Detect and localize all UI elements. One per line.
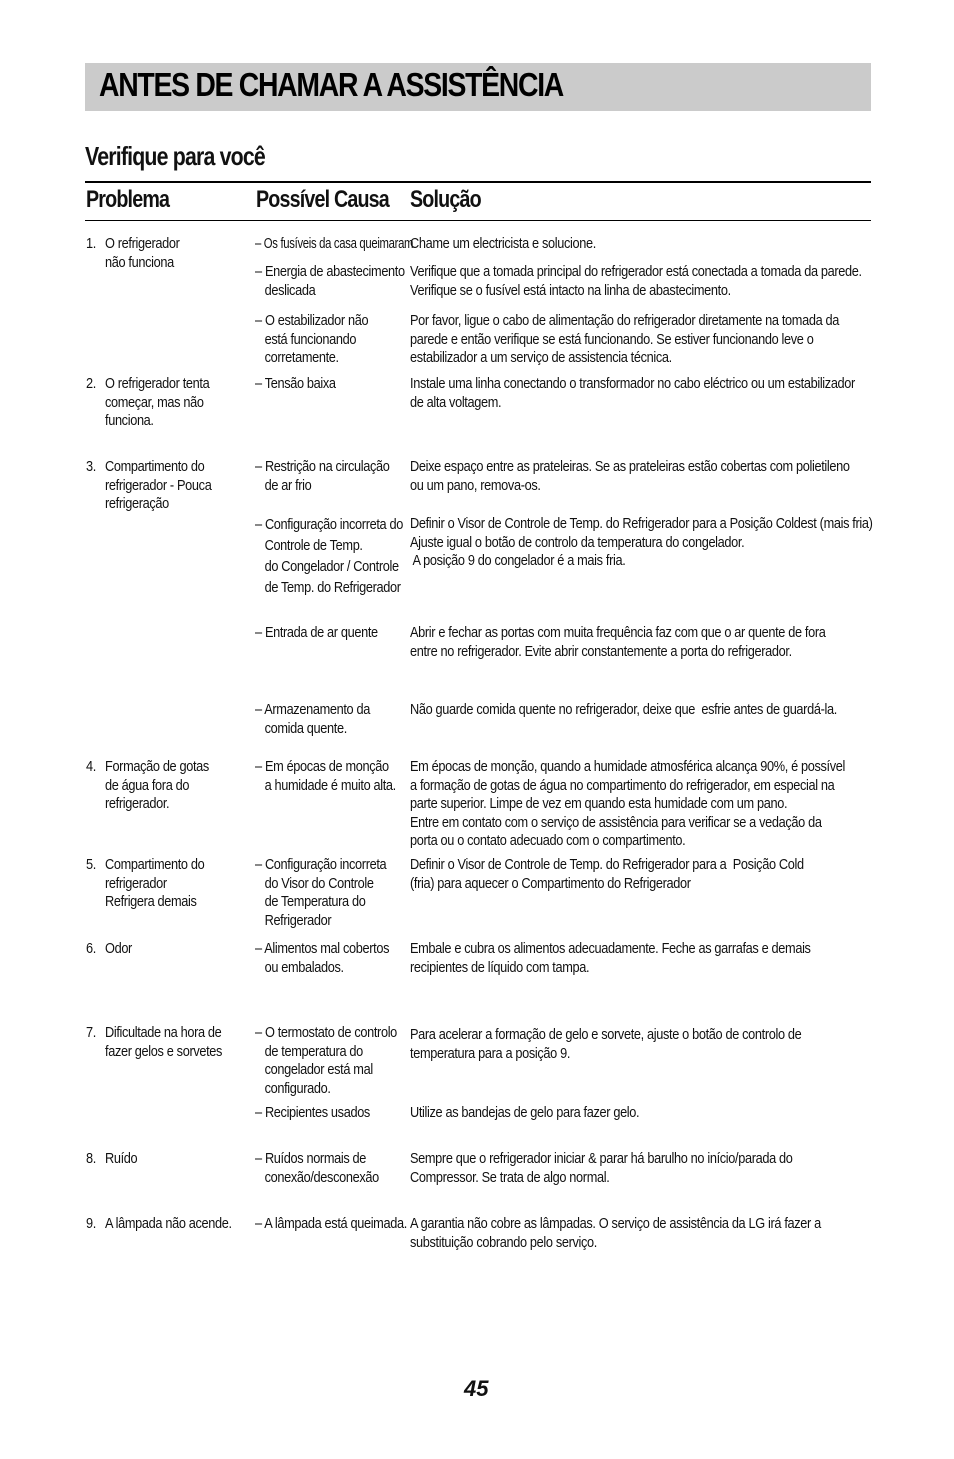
title-bar [85, 63, 871, 111]
cause-cell: – A lâmpada está queimada. [255, 1216, 407, 1232]
row-number: 7. [86, 1025, 96, 1041]
solution-cell: Deixe espaço entre as prateleiras. Se as prateleiras estão cobertas com polietileno ou um pano, remova-os. [410, 459, 850, 494]
cause-cell: – O termostato de controlo de temperatura do congelador está mal configurado. [255, 1025, 397, 1097]
row-number: 1. [86, 236, 96, 252]
problem-cell: Odor [105, 941, 132, 957]
solution-cell: Por favor, ligue o cabo de alimentação do refrigerador diretamente na tomada da parede e então verifique se está funcionando. Se estiver funcionando leve o estabilizador a um serviço de assistencia técnica. [410, 313, 839, 367]
page-title: ANTES DE CHAMAR A ASSISTÊNCIA [99, 66, 563, 103]
solution-cell: Abrir e fechar as portas com muita frequência faz com que o ar quente de fora entre no refrigerador. Evite abrir constantemente a porta do refrigerador. [410, 625, 826, 660]
cause-cell: – Tensão baixa [255, 376, 336, 392]
problem-cell: Formação de gotas de água fora do refrigerador. [105, 759, 209, 813]
cause-cell: – Entrada de ar quente [255, 625, 378, 641]
cause-cell: – Armazenamento da comida quente. [255, 702, 370, 737]
problem-cell: Compartimento do refrigerador Refrigera demais [105, 857, 205, 911]
problem-cell: A lâmpada não acende. [105, 1216, 232, 1232]
cause-cell: – Configuração incorreta do Controle de Temp. do Congelador / Controle de Temp. do Refrigerador [255, 517, 403, 596]
section-subtitle: Verifique para você [85, 141, 265, 171]
problem-cell: Compartimento do refrigerador - Pouca refrigeração [105, 459, 212, 513]
page-number: 45 [464, 1376, 489, 1401]
cause-cell: – Configuração incorreta do Visor do Controle de Temperatura do Refrigerador [255, 857, 387, 929]
solution-cell: A garantia não cobre as lâmpadas. O serviço de assistência da LG irá fazer a substituição cobrando pelo serviço. [410, 1216, 821, 1251]
solution-cell: Chame um electricista e solucione. [410, 236, 596, 252]
row-number: 3. [86, 459, 96, 475]
solution-cell: Para acelerar a formação de gelo e sorvete, ajuste o botão de controlo de temperatura para a posição 9. [410, 1027, 802, 1062]
cause-cell: – Alimentos mal cobertos ou embalados. [255, 941, 390, 976]
header-cause: Possível Causa [256, 186, 389, 213]
row-number: 9. [86, 1216, 96, 1232]
solution-cell: Não guarde comida quente no refrigerador, deixe que esfrie antes de guardá-la. [410, 702, 837, 718]
cause-cell: – Em épocas de monção a humidade é muito alta. [255, 759, 396, 794]
header-problem: Problema [86, 186, 170, 213]
solution-cell: Definir o Visor de Controle de Temp. do Refrigerador para a Posição Cold (fria) para aquecer o Compartimento do Refrigerador [410, 857, 804, 892]
row-number: 5. [86, 857, 96, 873]
row-number: 2. [86, 376, 96, 392]
header-solution: Solução [410, 186, 481, 213]
cause-cell: – Energia de abastecimento deslicada [255, 264, 405, 299]
problem-cell: Ruído [105, 1151, 138, 1167]
cause-cell: – O estabilizador não está funcionando corretamente. [255, 313, 369, 367]
table-header-rule [85, 220, 871, 221]
solution-cell: Utilize as bandejas de gelo para fazer gelo. [410, 1105, 640, 1121]
problem-cell: O refrigerador não funciona [105, 236, 180, 271]
table-top-rule [85, 181, 871, 183]
row-number: 8. [86, 1151, 96, 1167]
solution-cell: Embale e cubra os alimentos adecuadamente. Feche as garrafas e demais recipientes de líquido com tampa. [410, 941, 811, 976]
solution-cell: Sempre que o refrigerador iniciar & parar há barulho no início/parada do Compressor. Se trata de algo normal. [410, 1151, 793, 1186]
row-number: 4. [86, 759, 96, 775]
cause-cell: – Restrição na circulação de ar frio [255, 459, 390, 494]
cause-cell: – Ruídos normais de conexão/desconexão [255, 1151, 379, 1186]
problem-cell: Dificultade na hora de fazer gelos e sorvetes [105, 1025, 223, 1060]
cause-cell: – Os fusíveis da casa queimaram [255, 236, 414, 252]
problem-cell: O refrigerador tenta começar, mas não funciona. [105, 376, 210, 430]
cause-cell: – Recipientes usados [255, 1105, 370, 1121]
solution-cell: Instale uma linha conectando o transformador no cabo eléctrico ou um estabilizador de alta voltagem. [410, 376, 855, 411]
solution-cell: Definir o Visor de Controle de Temp. do Refrigerador para a Posição Coldest (mais fria) Ajuste igual o botão de controlo da temperatura do congelador. A posição 9 do congelador é a mais fria. [410, 516, 873, 570]
row-number: 6. [86, 941, 96, 957]
solution-cell: Em épocas de monção, quando a humidade atmosférica alcança 90%, é possível a formação de gotas de água no compartimento do refrigerador, em especial na parte superior. Limpe de vez em quando esta humidade com um pano. Entre em contato com o serviço de assistência para verificar se a vedação da porta ou o contato adecuado com o compartimento. [410, 759, 846, 850]
solution-cell: Verifique que a tomada principal do refrigerador está conectada a tomada da parede. Verifique se o fusível está intacto na linha de abastecimento. [410, 264, 862, 299]
